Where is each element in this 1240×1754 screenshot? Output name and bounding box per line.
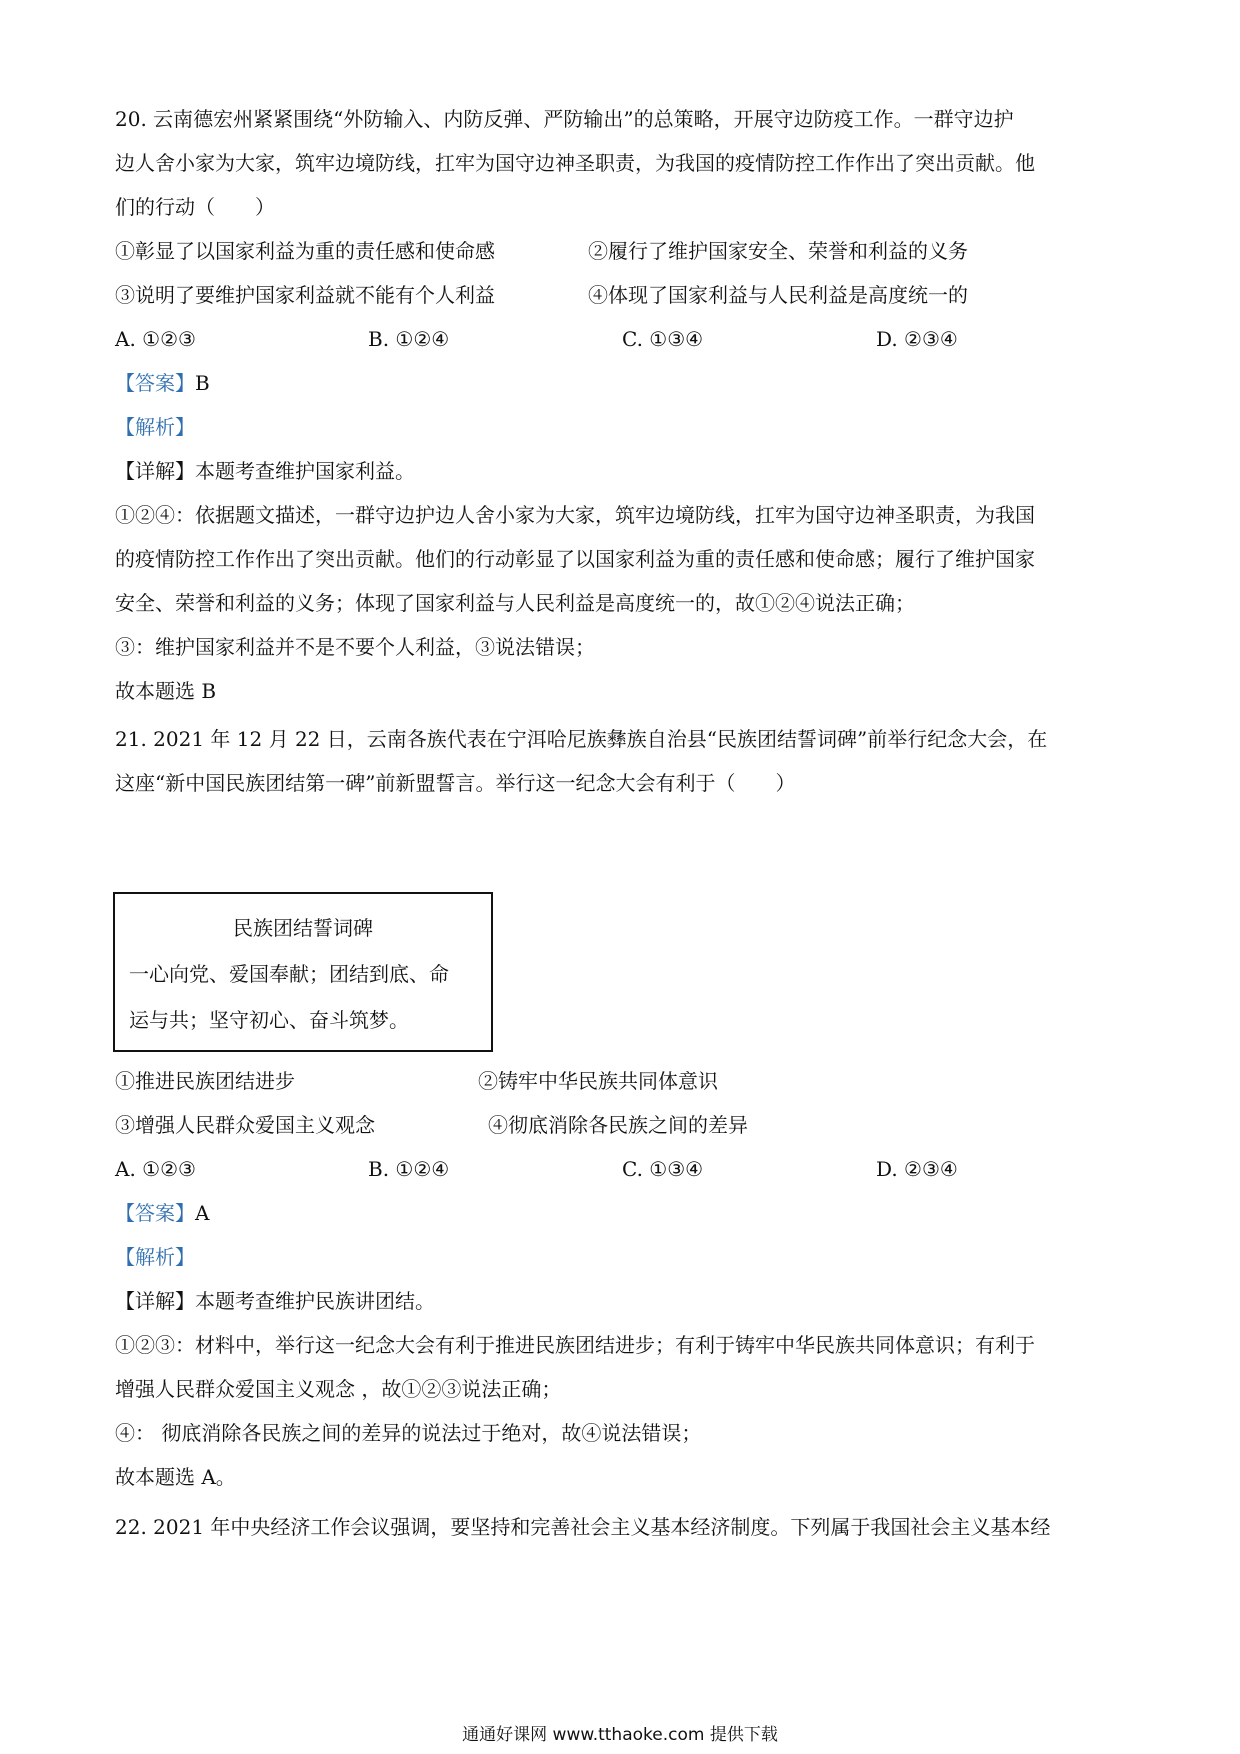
q20-stem-line-3: 们的行动（ ）	[115, 195, 275, 219]
oath-stele-line-1: 一心向党、爱国奉献；团结到底、命	[129, 962, 449, 986]
q21-option-a: A. ①②③	[115, 1157, 196, 1181]
q20-item-4: ④体现了国家利益与人民利益是高度统一的	[588, 283, 968, 307]
q20-option-b: B. ①②④	[368, 327, 450, 351]
q20-option-c: C. ①③④	[622, 327, 704, 351]
oath-stele-title: 民族团结誓词碑	[233, 916, 373, 940]
q21-conclusion: 故本题选 A。	[115, 1465, 236, 1489]
q21-option-c: C. ①③④	[622, 1157, 704, 1181]
q21-option-d: D. ②③④	[876, 1157, 958, 1181]
q20-explain-1: ①②④：依据题文描述，一群守边护边人舍小家为大家，筑牢边境防线，扛牢为国守边神圣职责，为我国	[115, 503, 1035, 527]
q21-explain-3: ④： 彻底消除各民族之间的差异的说法过于绝对，故④说法错误；	[115, 1421, 702, 1445]
q20-detail	[115, 456, 1125, 486]
q20-answer	[115, 368, 1125, 398]
detail-tag: 【详解】	[115, 459, 195, 483]
detail-text: 本题考查维护国家利益。	[195, 459, 415, 483]
q21-item-1: ①推进民族团结进步	[115, 1069, 295, 1093]
q20-explain-4: ③：维护国家利益并不是不要个人利益，③说法错误；	[115, 635, 595, 659]
answer-value: A	[195, 1201, 210, 1225]
answer-tag: 【答案】	[115, 371, 195, 395]
q21-stem-line-2: 这座“新中国民族团结第一碑”前新盟誓言。举行这一纪念大会有利于（ ）	[115, 771, 796, 795]
q20-explain-3: 安全、荣誉和利益的义务；体现了国家利益与人民利益是高度统一的，故①②④说法正确；	[115, 591, 915, 615]
q21-answer	[115, 1198, 1125, 1228]
q20-conclusion: 故本题选 B	[115, 679, 217, 703]
oath-stele-line-2: 运与共；坚守初心、奋斗筑梦。	[129, 1008, 409, 1032]
q21-explain-2: 增强人民群众爱国主义观念 ，故①②③说法正确；	[115, 1377, 562, 1401]
q20-explain-2: 的疫情防控工作作出了突出贡献。他们的行动彰显了以国家利益为重的责任感和使命感；履行了维护国家	[115, 547, 1035, 571]
q21-detail	[115, 1286, 1125, 1316]
q20-item-1: ①彰显了以国家利益为重的责任感和使命感	[115, 239, 495, 263]
detail-tag: 【详解】	[115, 1289, 195, 1313]
answer-value: B	[195, 371, 210, 395]
q20-item-2: ②履行了维护国家安全、荣誉和利益的义务	[588, 239, 968, 263]
q20-option-a: A. ①②③	[115, 327, 196, 351]
q20-analysis-tag: 【解析】	[115, 415, 195, 439]
q20-item-3: ③说明了要维护国家利益就不能有个人利益	[115, 283, 495, 307]
q20-stem-line-1: 20. 云南德宏州紧紧围绕“外防输入、内防反弹、严防输出”的总策略，开展守边防疫工作。一群守边护	[115, 107, 1014, 131]
q20-stem-line-2: 边人舍小家为大家，筑牢边境防线，扛牢为国守边神圣职责，为我国的疫情防控工作作出了突出贡献。他	[115, 151, 1035, 175]
q22-stem-line-1: 22. 2021 年中央经济工作会议强调，要坚持和完善社会主义基本经济制度。下列属于我国社会主义基本经	[115, 1515, 1051, 1539]
q21-explain-1: ①②③：材料中，举行这一纪念大会有利于推进民族团结进步；有利于铸牢中华民族共同体意识；有利于	[115, 1333, 1035, 1357]
q21-analysis-tag: 【解析】	[115, 1245, 195, 1269]
q21-item-3: ③增强人民群众爱国主义观念	[115, 1113, 375, 1137]
q20-option-d: D. ②③④	[876, 327, 958, 351]
page-footer: 通通好课网 www.tthaoke.com 提供下载	[462, 1725, 778, 1745]
q21-stem-line-1: 21. 2021 年 12 月 22 日，云南各族代表在宁洱哈尼族彝族自治县“民族团结誓词碑”前举行纪念大会，在	[115, 727, 1048, 751]
q21-item-2: ②铸牢中华民族共同体意识	[478, 1069, 718, 1093]
q21-option-b: B. ①②④	[368, 1157, 450, 1181]
oath-stele-box	[113, 892, 493, 1052]
answer-tag: 【答案】	[115, 1201, 195, 1225]
detail-text: 本题考查维护民族讲团结。	[195, 1289, 435, 1313]
q21-item-4: ④彻底消除各民族之间的差异	[488, 1113, 748, 1137]
